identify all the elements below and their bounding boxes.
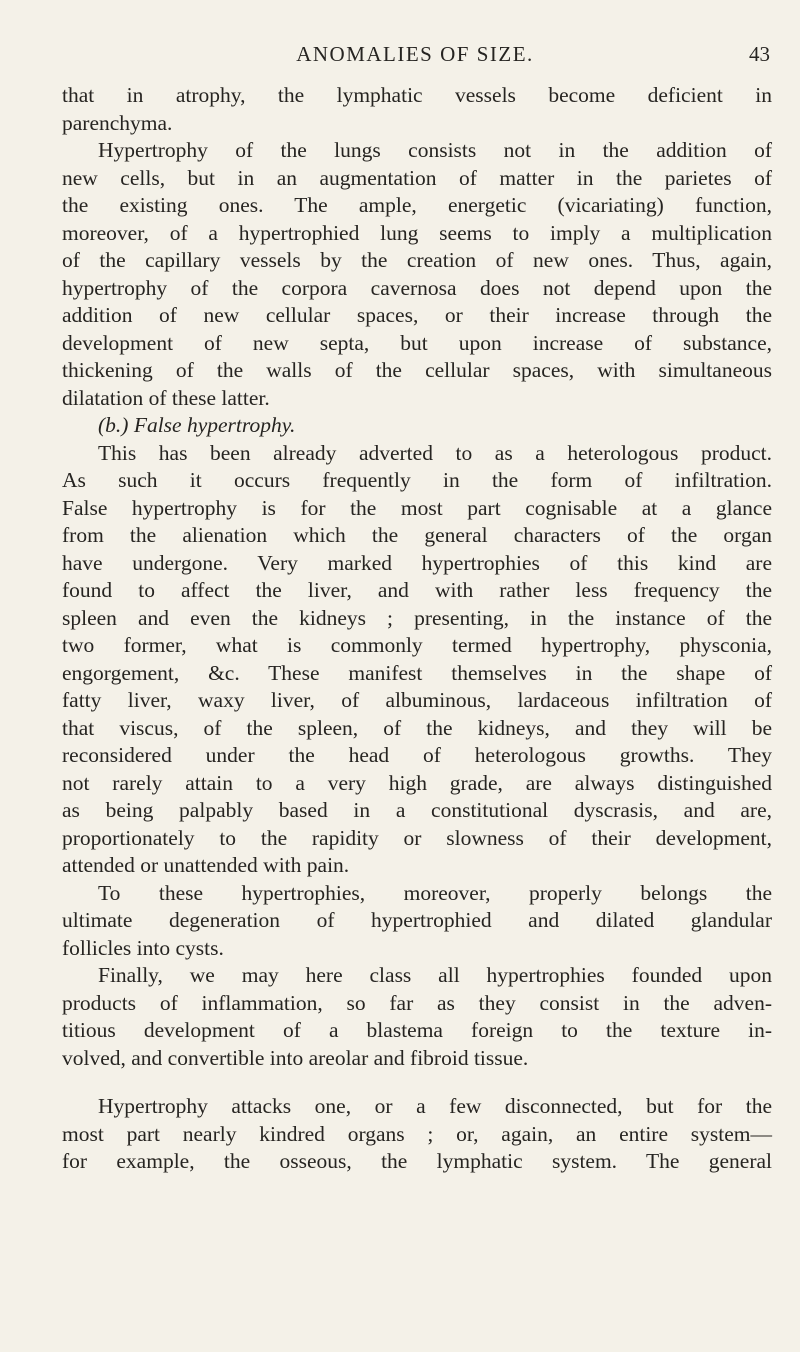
text-line: False hypertrophy is for the most part cognisable at a glance xyxy=(62,495,772,520)
text-line: dilatation of these latter. xyxy=(62,385,270,410)
text-line: engorgement, &c. These manifest themselves in the shape of xyxy=(62,660,772,685)
text-line: follicles into cysts. xyxy=(62,935,224,960)
section-heading-false-hypertrophy xyxy=(62,412,772,440)
text-line: for example, the osseous, the lymphatic system. The general xyxy=(62,1149,772,1173)
paragraph-start-line: Hypertrophy of the lungs consists not in the addition of xyxy=(98,138,772,162)
paragraph-start-line: Finally, we may here class all hypertrophies founded upon xyxy=(98,963,772,987)
text-line: volved, and convertible into areolar and fibroid tissue. xyxy=(62,1045,529,1070)
body-text xyxy=(62,82,772,1176)
text-line: As such it occurs frequently in the form of infiltration. xyxy=(62,468,772,492)
text-line: ultimate degeneration of hypertrophied and dilated glandular xyxy=(62,908,772,932)
text-line: thickening of the walls of the cellular spaces, with simultaneous xyxy=(62,358,772,382)
text-line: that in atrophy, the lymphatic vessels become deficient in xyxy=(62,83,772,107)
text-line: that viscus, of the spleen, of the kidneys, and they will be xyxy=(62,715,772,740)
text-line: fatty liver, waxy liver, of albuminous, lardaceous infiltration of xyxy=(62,688,772,712)
text-line: two former, what is commonly termed hypertrophy, physconia, xyxy=(62,633,772,657)
text-line: parenchyma. xyxy=(62,110,173,135)
running-title: ANOMALIES OF SIZE. xyxy=(296,42,534,66)
text-line: titious development of a blastema foreign to the texture in- xyxy=(62,1018,772,1042)
running-header xyxy=(60,42,770,74)
paragraph-gap xyxy=(62,1072,772,1093)
paragraph-start-line: To these hypertrophies, moreover, properly belongs the xyxy=(98,880,772,905)
text-line: the existing ones. The ample, energetic (vicariating) function, xyxy=(62,193,772,217)
text-line: new cells, but in an augmentation of matter in the parietes of xyxy=(62,165,772,190)
text-line: from the alienation which the general characters of the organ xyxy=(62,523,772,547)
text-line: reconsidered under the head of heterologous growths. They xyxy=(62,743,772,767)
text-line: development of new septa, but upon increase of substance, xyxy=(62,330,772,355)
text-line: spleen and even the kidneys ; presenting, in the instance of the xyxy=(62,605,772,630)
section-heading-text: (b.) False hypertrophy. xyxy=(98,413,296,437)
paragraph-start-line: Hypertrophy attacks one, or a few disconnected, but for the xyxy=(98,1094,772,1118)
text-line: most part nearly kindred organs ; or, again, an entire system— xyxy=(62,1121,772,1146)
text-line: hypertrophy of the corpora cavernosa does not depend upon the xyxy=(62,275,772,300)
text-line: found to affect the liver, and with rather less frequency the xyxy=(62,578,772,602)
text-line: products of inflammation, so far as they consist in the adven- xyxy=(62,990,772,1015)
text-line: addition of new cellular spaces, or their increase through the xyxy=(62,303,772,327)
text-line: attended or unattended with pain. xyxy=(62,853,350,877)
text-line: of the capillary vessels by the creation of new ones. Thus, again, xyxy=(62,248,772,272)
text-line: moreover, of a hypertrophied lung seems to imply a multiplication xyxy=(62,220,772,245)
text-line: have undergone. Very marked hypertrophies of this kind are xyxy=(62,550,772,575)
page-number: 43 xyxy=(749,42,770,66)
paragraph-start-line: This has been already adverted to as a heterologous product. xyxy=(98,440,772,465)
text-line: as being palpably based in a constitutional dyscrasis, and are, xyxy=(62,798,772,822)
text-line: not rarely attain to a very high grade, are always distinguished xyxy=(62,770,772,795)
text-line: proportionately to the rapidity or slowness of their development, xyxy=(62,825,772,850)
